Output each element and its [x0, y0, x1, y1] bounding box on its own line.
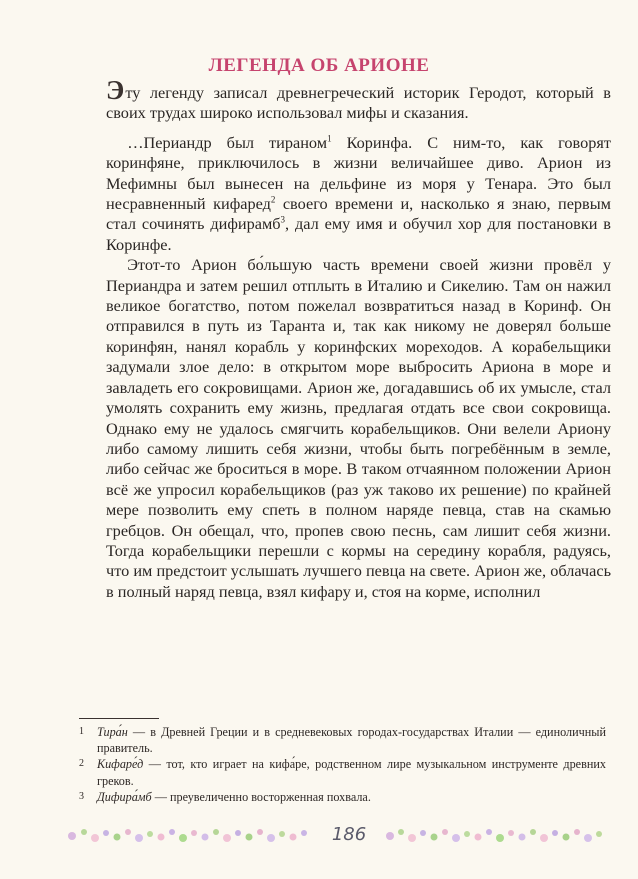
intro-text: ту легенду записал древнегреческий историк Геродот, который в своих трудах широко использовал мифы и сказания.: [106, 83, 611, 123]
page-footer: [0, 822, 638, 852]
footnote-3: [79, 789, 606, 805]
paragraph-1-part-a: …Периандр был тираном: [127, 132, 328, 152]
page-number: 186: [331, 824, 367, 845]
main-text: [106, 75, 612, 602]
footnote-text: — в Древней Греции и в средневековых городах-государствах Италии — единоличный правитель.: [97, 725, 606, 756]
ornament-left: [68, 829, 307, 842]
footnote-term: Дифира́мб: [97, 789, 152, 804]
footnote-text: — преувеличенно восторженная похвала.: [151, 789, 371, 804]
footnote-term: Кифаре́д: [97, 757, 144, 772]
footnote-ref-1[interactable]: 1: [327, 133, 332, 144]
paragraph-1: [106, 133, 611, 255]
paragraph-1-part-b: Коринфа. С ним-то, как говорят коринфяне, приключилось в жизни величайшее диво. Арион из Мефимны был вынесен на дельфине из моря у Тенара. Это был несравненный кифаред: [106, 132, 612, 214]
paragraph-2: Этот-то Арион бо́льшую часть времени своей жизни провёл у Периандра и затем решил отплыть в Италию и Сикелию. Там он нажил великое богатство, потом пожелал возвратиться назад в Коринф. Он отправился в путь из Таранта и, так как никому не доверял больше коринфян, нанял корабль у коринфских мореходов. А корабельщики задумали злое дело: в открытом море выбросить Ариона в море и завладеть его сокровищами. Арион же, догадавшись об их умысле, стал умолять сохранить ему жизнь, предлагая отдать все свои сокровища. Однако ему не удалось смягчить корабельщиков. Они велели Ариону либо самому лишить себя жизни, чтобы быть погребённым в земле, либо сейчас же броситься в море. В таком отчаянном положении Арион всё же упросил корабельщиков (раз уж таково их решение) по крайней мере позволить ему спеть в полном наряде певца, став на скамью гребцов. Он обещал, что, пропев свою песнь, сам лишит себя жизни. Тогда корабельщики перешли с кормы на середину корабля, радуясь, что им предстоит услышать лучшего певца на свете. Арион же, облачась в полный наряд певца, взял кифару и, стоя на корме, исполнил: [106, 255, 611, 601]
footnote-number: 3: [79, 790, 84, 802]
footnote-ref-2[interactable]: 2: [270, 194, 276, 205]
footnote-divider: [79, 718, 159, 719]
footnote-number: 1: [79, 726, 84, 737]
footnotes: [79, 724, 606, 805]
paragraph-1-part-d: , дал ему имя и обучил хор для постановки в Коринфе.: [106, 214, 611, 254]
drop-cap: Э: [106, 75, 125, 105]
intro-paragraph: [106, 75, 611, 124]
footnote-text: — тот, кто играет на кифа́ре, родственном лире музыкальном инструменте древних греков.: [97, 757, 606, 788]
footnote-1: [79, 724, 606, 756]
footnote-term: Тира́н: [97, 725, 128, 739]
footnote-2: [79, 756, 606, 788]
footnote-number: 2: [79, 758, 84, 770]
ornament-right: [386, 829, 602, 842]
footnote-ref-3[interactable]: 3: [280, 215, 286, 226]
paragraph-1-part-c: своего времени и, насколько я знаю, первым стал сочинять дифирамб: [106, 194, 611, 234]
page-title: ЛЕГЕНДА ОБ АРИОНЕ: [208, 55, 430, 76]
